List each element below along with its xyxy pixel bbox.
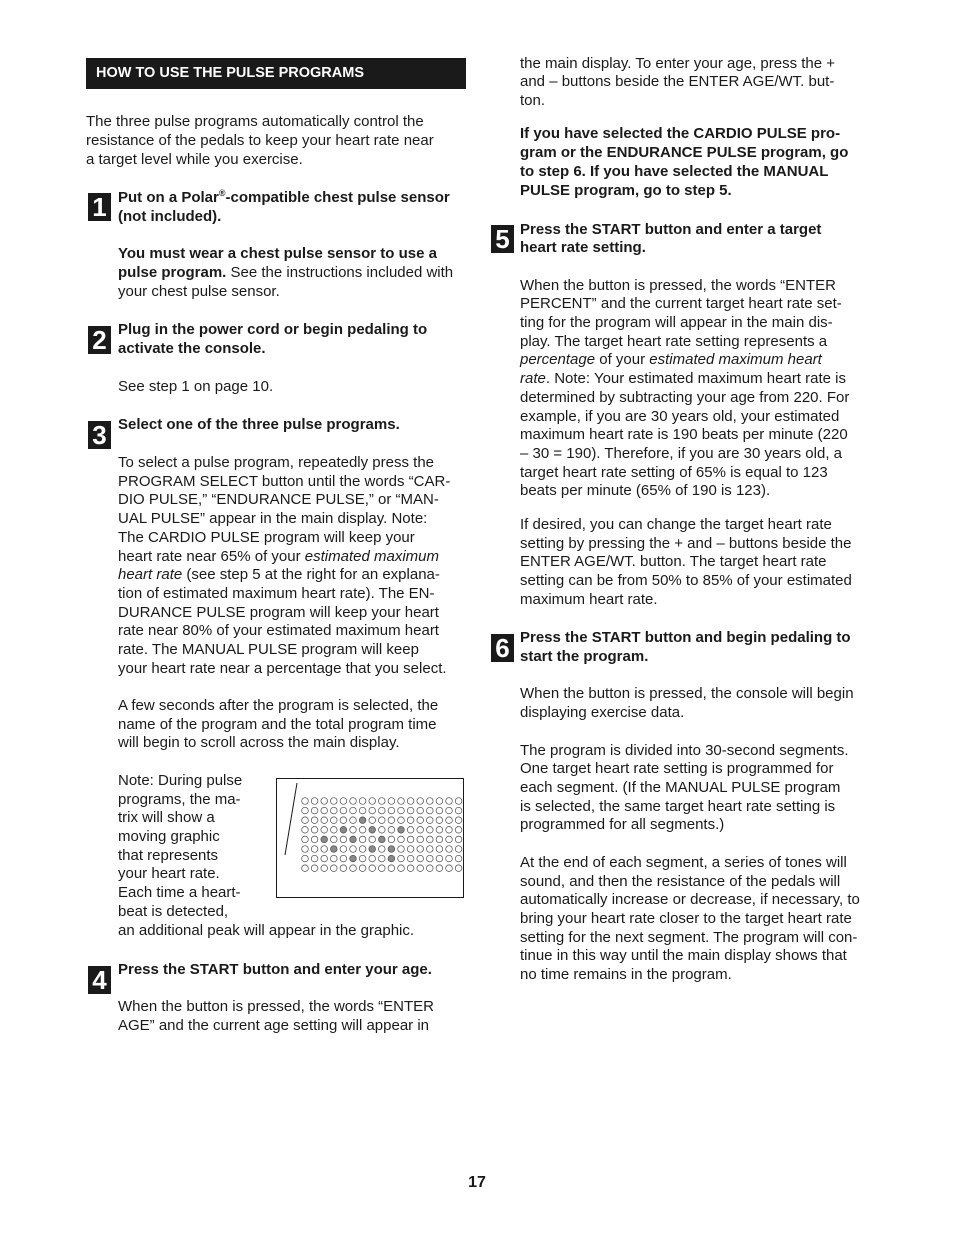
matrix-dot — [436, 836, 443, 843]
matrix-dot — [302, 798, 309, 805]
matrix-dot — [311, 807, 318, 814]
intro-line-3: a target level while you exercise. — [86, 151, 303, 168]
matrix-dot — [302, 846, 309, 853]
step-5-para2-line-4: setting can be from 50% to 85% of your estimated — [520, 572, 852, 589]
step-6-badge: 6 — [491, 634, 514, 662]
matrix-dot — [369, 817, 376, 824]
matrix-dot — [455, 807, 462, 814]
matrix-dot — [302, 827, 309, 834]
step-6-title-line-1: Press the START button and begin pedaling to — [520, 629, 851, 646]
step-3-note-line-6: your heart rate. — [118, 865, 220, 882]
matrix-dot — [446, 807, 453, 814]
matrix-dot — [427, 807, 434, 814]
matrix-dot — [340, 846, 347, 853]
matrix-dot — [321, 798, 328, 805]
matrix-dot — [359, 865, 366, 872]
matrix-dot — [427, 865, 434, 872]
step-6-para1-line-2: displaying exercise data. — [520, 704, 685, 721]
step-5-para1-line-7: determined by subtracting your age from 220. For — [520, 389, 850, 406]
matrix-dot — [436, 817, 443, 824]
matrix-dot — [369, 865, 376, 872]
matrix-dot — [388, 807, 395, 814]
matrix-dot — [331, 855, 338, 862]
step-5-para1-line-8: example, if you are 30 years old, your estimated — [520, 408, 840, 425]
matrix-dot — [379, 836, 386, 843]
matrix-dot — [407, 798, 414, 805]
step-3-para1-line-4: UAL PULSE” appear in the main display. Note: — [118, 510, 428, 527]
matrix-dot — [388, 798, 395, 805]
matrix-dot — [331, 807, 338, 814]
step-4-title: Press the START button and enter your age. — [118, 961, 432, 978]
matrix-dot — [446, 865, 453, 872]
matrix-dot — [359, 827, 366, 834]
matrix-dot — [417, 817, 424, 824]
matrix-dot — [369, 827, 376, 834]
matrix-dot — [455, 846, 462, 853]
matrix-dot — [398, 846, 405, 853]
matrix-dot — [359, 817, 366, 824]
step-3-para2-line-2: name of the program and the total program time — [118, 716, 437, 733]
matrix-dot — [302, 817, 309, 824]
matrix-dot — [350, 817, 357, 824]
step-3-note-line-7: Each time a heart- — [118, 884, 241, 901]
matrix-dot — [359, 807, 366, 814]
step-3-para2-line-1: A few seconds after the program is selected, the — [118, 697, 439, 714]
matrix-dot — [398, 855, 405, 862]
step-6-para3-line-4: bring your heart rate closer to the target heart rate — [520, 910, 852, 927]
step-3-note-line-8: beat is detected, — [118, 903, 229, 920]
matrix-dot — [446, 827, 453, 834]
matrix-dot — [427, 846, 434, 853]
matrix-dot — [359, 846, 366, 853]
matrix-dot — [427, 798, 434, 805]
matrix-dot — [388, 865, 395, 872]
matrix-dot — [407, 817, 414, 824]
step-6-para2-line-2: One target heart rate setting is programmed for — [520, 760, 834, 777]
matrix-dot — [311, 827, 318, 834]
step-3-badge: 3 — [88, 421, 111, 449]
matrix-dot — [455, 836, 462, 843]
matrix-dot — [379, 817, 386, 824]
step-4-body-line-1: When the button is pressed, the words “ENTER — [118, 998, 434, 1015]
matrix-dot — [427, 836, 434, 843]
matrix-dot — [436, 865, 443, 872]
matrix-dot — [350, 798, 357, 805]
matrix-dot — [350, 836, 357, 843]
matrix-dot — [436, 846, 443, 853]
matrix-dot — [398, 827, 405, 834]
matrix-dot — [302, 865, 309, 872]
matrix-dot — [369, 855, 376, 862]
matrix-dot — [407, 827, 414, 834]
step-5-para2-line-3: ENTER AGE/WT. button. The target heart rate — [520, 553, 827, 570]
matrix-dot — [417, 807, 424, 814]
matrix-dot — [379, 798, 386, 805]
step-3-para2-line-3: will begin to scroll across the main display. — [118, 734, 400, 751]
matrix-dot — [311, 798, 318, 805]
step-6-para3-line-7: no time remains in the program. — [520, 966, 732, 983]
step-6-para2-line-4: is selected, the same target heart rate setting is — [520, 798, 836, 815]
step-6-title-line-2: start the program. — [520, 648, 649, 665]
matrix-dot — [321, 846, 328, 853]
matrix-dot — [417, 855, 424, 862]
matrix-dot — [398, 798, 405, 805]
matrix-dot — [455, 865, 462, 872]
step-3-note-end: an additional peak will appear in the graphic. — [118, 922, 415, 939]
matrix-dot — [321, 807, 328, 814]
step-3-para1-line-6: heart rate near 65% of your estimated maximum — [118, 548, 439, 565]
matrix-glare-line — [285, 783, 297, 855]
matrix-dot — [446, 855, 453, 862]
step-1-body-line-2: pulse program. See the instructions included with — [118, 264, 454, 281]
matrix-dot — [331, 827, 338, 834]
bold-note-line-2: gram or the ENDURANCE PULSE program, go — [520, 144, 849, 161]
step-6-para2-line-3: each segment. (If the MANUAL PULSE program — [520, 779, 841, 796]
matrix-dot — [369, 798, 376, 805]
matrix-dot — [321, 855, 328, 862]
matrix-dot — [427, 855, 434, 862]
step-4-body-line-2: AGE” and the current age setting will appear in — [118, 1017, 430, 1034]
matrix-dot — [398, 865, 405, 872]
step-5-title-line-2: heart rate setting. — [520, 239, 646, 256]
matrix-dot — [388, 827, 395, 834]
matrix-dot — [379, 827, 386, 834]
step-6-para2-line-1: The program is divided into 30-second segments. — [520, 742, 849, 759]
matrix-dot — [321, 817, 328, 824]
step-5-para2-line-2: setting by pressing the + and – buttons beside the — [520, 535, 852, 552]
matrix-dot — [446, 798, 453, 805]
matrix-dot — [340, 827, 347, 834]
step-5-title-line-1: Press the START button and enter a target — [520, 221, 822, 238]
matrix-dot — [350, 855, 357, 862]
matrix-dot — [340, 855, 347, 862]
step-1-badge: 1 — [88, 193, 111, 221]
step-3-note-line-3: trix will show a — [118, 809, 215, 826]
matrix-dot — [321, 827, 328, 834]
step-1-body-line-1: You must wear a chest pulse sensor to use a — [118, 245, 437, 262]
matrix-dot — [302, 807, 309, 814]
step-6-para1-line-1: When the button is pressed, the console will begin — [520, 685, 854, 702]
step-5-badge: 5 — [491, 225, 514, 253]
step-3-note-line-1: Note: During pulse — [118, 772, 243, 789]
step-6-para2-line-5: programmed for all segments.) — [520, 816, 725, 833]
matrix-dot — [388, 836, 395, 843]
matrix-dot — [407, 865, 414, 872]
matrix-dot — [350, 865, 357, 872]
matrix-display-illustration — [276, 778, 464, 898]
step-5-para1-line-3: ting for the program will appear in the main dis- — [520, 314, 833, 331]
matrix-dot — [427, 817, 434, 824]
matrix-dot — [359, 798, 366, 805]
matrix-dot — [436, 855, 443, 862]
matrix-dot — [417, 798, 424, 805]
step-6-para3-line-6: tinue in this way until the main display shows that — [520, 947, 847, 964]
step-6-para3-line-3: automatically increase or decrease, if necessary, to — [520, 891, 860, 908]
step-2-title-line-2: activate the console. — [118, 340, 266, 357]
matrix-dot — [321, 865, 328, 872]
matrix-dot — [417, 865, 424, 872]
matrix-dot — [340, 807, 347, 814]
step-3-para1-line-1: To select a pulse program, repeatedly press the — [118, 454, 435, 471]
matrix-dot — [407, 807, 414, 814]
matrix-dot — [311, 855, 318, 862]
matrix-dot — [455, 817, 462, 824]
matrix-dot — [379, 807, 386, 814]
matrix-dot — [379, 865, 386, 872]
matrix-dot — [340, 836, 347, 843]
step-2-body: See step 1 on page 10. — [118, 378, 274, 395]
matrix-dot — [359, 855, 366, 862]
step-3-note-line-2: programs, the ma- — [118, 791, 241, 808]
matrix-dot — [427, 827, 434, 834]
matrix-dot — [388, 855, 395, 862]
step-6-para3-line-1: At the end of each segment, a series of tones will — [520, 854, 847, 871]
step-3-para1-line-5: The CARDIO PULSE program will keep your — [118, 529, 415, 546]
matrix-dot — [340, 865, 347, 872]
matrix-dot — [388, 846, 395, 853]
right-cont-line-3: ton. — [520, 92, 546, 109]
matrix-dot — [436, 798, 443, 805]
page-number: 17 — [468, 1174, 486, 1191]
step-3-para1-line-9: DURANCE PULSE program will keep your heart — [118, 604, 439, 621]
step-5-para1-line-6: rate. Note: Your estimated maximum heart rate is — [520, 370, 846, 387]
matrix-dot — [350, 827, 357, 834]
matrix-dot — [446, 817, 453, 824]
matrix-dot — [417, 836, 424, 843]
intro-line-2: resistance of the pedals to keep your heart rate near — [86, 132, 434, 149]
step-5-para2-line-1: If desired, you can change the target heart rate — [520, 516, 832, 533]
matrix-dot — [417, 846, 424, 853]
matrix-dot — [302, 855, 309, 862]
step-3-title: Select one of the three pulse programs. — [118, 416, 400, 433]
step-3-para1-line-11: rate. The MANUAL PULSE program will keep — [118, 641, 419, 658]
matrix-dot — [331, 798, 338, 805]
step-5-para1-line-12: beats per minute (65% of 190 is 123). — [520, 482, 771, 499]
matrix-dot — [398, 817, 405, 824]
matrix-dot — [446, 846, 453, 853]
matrix-dot — [321, 836, 328, 843]
step-3-note-line-5: that represents — [118, 847, 219, 864]
step-5-para1-line-10: – 30 = 190). Therefore, if you are 30 years old, a — [520, 445, 843, 462]
step-2-badge: 2 — [88, 326, 111, 354]
matrix-dot — [311, 836, 318, 843]
matrix-dot — [350, 807, 357, 814]
matrix-dot — [311, 817, 318, 824]
step-1-title-line-2: (not included). — [118, 208, 222, 225]
step-5-para1-line-2: PERCENT” and the current target heart rate set- — [520, 295, 842, 312]
matrix-dot — [407, 836, 414, 843]
step-5-para1-line-5: percentage of your estimated maximum heart — [520, 351, 822, 368]
matrix-dot — [407, 846, 414, 853]
matrix-dot — [331, 836, 338, 843]
step-5-para2-line-5: maximum heart rate. — [520, 591, 658, 608]
bold-note-line-3: to step 6. If you have selected the MANUAL — [520, 163, 829, 180]
right-cont-line-2: and – buttons beside the ENTER AGE/WT. but- — [520, 73, 835, 90]
matrix-dot — [455, 798, 462, 805]
matrix-dot — [398, 807, 405, 814]
matrix-dot — [436, 827, 443, 834]
step-3-para1-line-7: heart rate (see step 5 at the right for an explana- — [118, 566, 440, 583]
matrix-dot — [302, 836, 309, 843]
matrix-dot — [417, 827, 424, 834]
matrix-dot — [436, 807, 443, 814]
step-3-para1-line-2: PROGRAM SELECT button until the words “CAR- — [118, 473, 451, 490]
matrix-dot — [369, 807, 376, 814]
matrix-dot — [398, 836, 405, 843]
matrix-dot — [331, 817, 338, 824]
step-6-para3-line-2: sound, and then the resistance of the pedals will — [520, 873, 841, 890]
step-5-para1-line-1: When the button is pressed, the words “ENTER — [520, 277, 836, 294]
matrix-dot — [311, 865, 318, 872]
bold-note-line-1: If you have selected the CARDIO PULSE pro- — [520, 125, 841, 142]
matrix-dot — [359, 836, 366, 843]
matrix-dot — [388, 817, 395, 824]
step-5-para1-line-4: play. The target heart rate setting represents a — [520, 333, 828, 350]
section-header: HOW TO USE THE PULSE PROGRAMS — [86, 58, 466, 89]
step-3-note-line-4: moving graphic — [118, 828, 220, 845]
step-3-para1-line-10: rate near 80% of your estimated maximum heart — [118, 622, 439, 639]
step-2-title-line-1: Plug in the power cord or begin pedaling to — [118, 321, 428, 338]
matrix-dot — [369, 836, 376, 843]
matrix-dot — [350, 846, 357, 853]
step-5-para1-line-11: target heart rate setting of 65% is equal to 123 — [520, 464, 828, 481]
matrix-dot — [455, 827, 462, 834]
matrix-dot — [446, 836, 453, 843]
matrix-dot — [340, 817, 347, 824]
matrix-dot — [379, 855, 386, 862]
matrix-dot — [407, 855, 414, 862]
step-1-body-line-3: your chest pulse sensor. — [118, 283, 280, 300]
step-6-para3-line-5: setting for the next segment. The program will con- — [520, 929, 858, 946]
step-5-para1-line-9: maximum heart rate is 190 beats per minute (220 — [520, 426, 848, 443]
step-1-title-line-1: Put on a Polar®-compatible chest pulse sensor — [118, 188, 450, 206]
matrix-dot — [311, 846, 318, 853]
matrix-dot — [455, 855, 462, 862]
right-cont-line-1: the main display. To enter your age, press the + — [520, 55, 836, 72]
step-3-para1-line-8: tion of estimated maximum heart rate). The EN- — [118, 585, 435, 602]
matrix-dot — [369, 846, 376, 853]
intro-line-1: The three pulse programs automatically control the — [86, 113, 424, 130]
matrix-dot — [331, 846, 338, 853]
matrix-graphic — [277, 779, 464, 898]
matrix-dot — [379, 846, 386, 853]
step-3-para1-line-3: DIO PULSE,” “ENDURANCE PULSE,” or “MAN- — [118, 491, 439, 508]
bold-note-line-4: PULSE program, go to step 5. — [520, 182, 732, 199]
matrix-dot — [340, 798, 347, 805]
step-4-badge: 4 — [88, 966, 111, 994]
step-3-para1-line-12: your heart rate near a percentage that you select. — [118, 660, 447, 677]
matrix-dot — [331, 865, 338, 872]
